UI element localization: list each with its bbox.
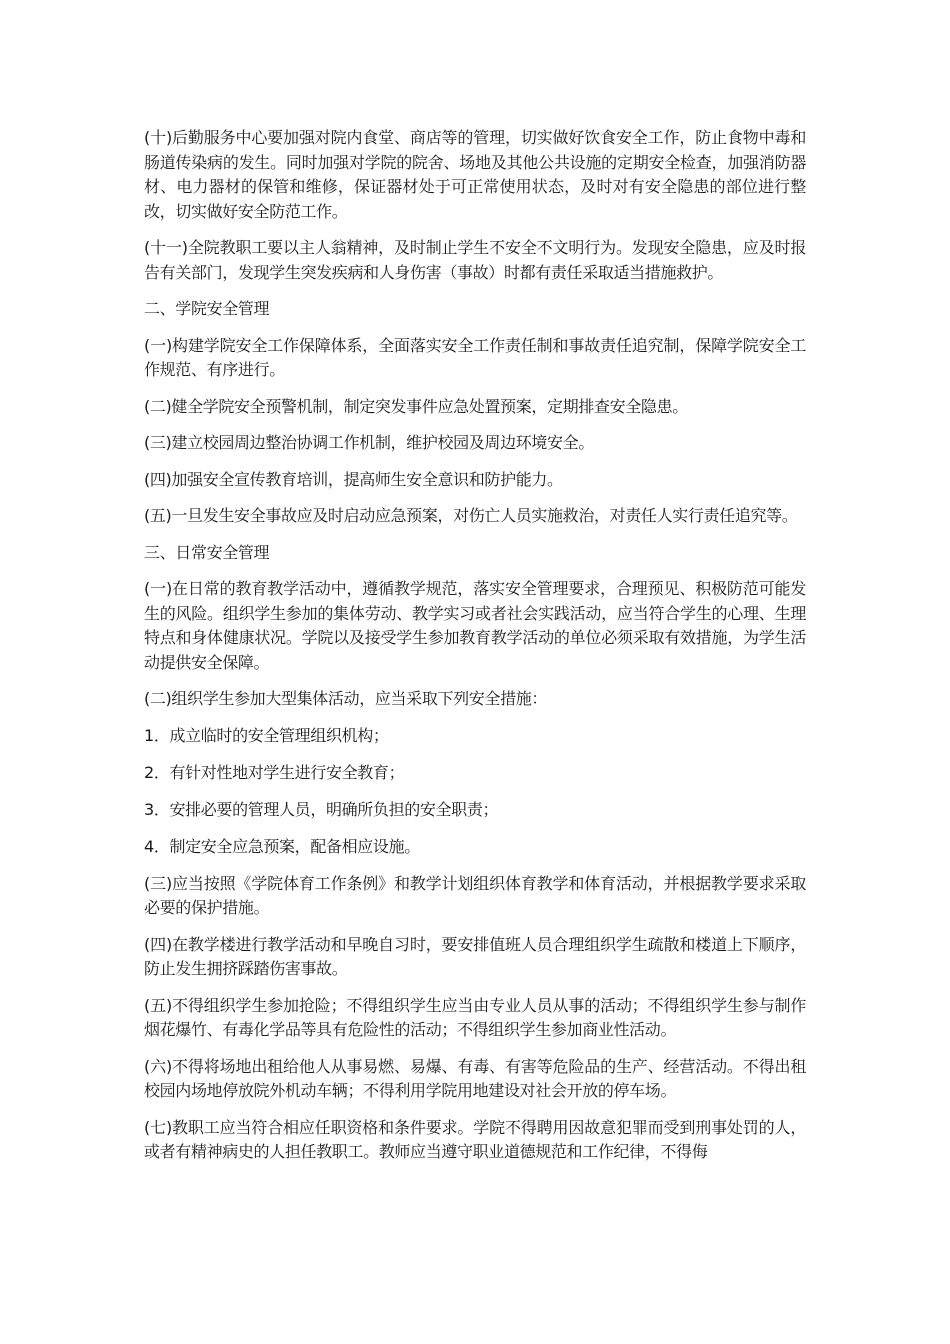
paragraph-physical-education: (三)应当按照《学院体育工作条例》和教学计划组织体育教学和体育活动，并根据教学要求采取必要的保护措施。 [144, 873, 806, 917]
list-item-4: 4．制定安全应急预案，配备相应设施。 [144, 836, 420, 856]
paragraph-safety-training: (四)加强安全宣传教育培训，提高师生安全意识和防护能力。 [144, 469, 563, 489]
paragraph-site-rental: (六)不得将场地出租给他人从事易燃、易爆、有毒、有害等危险品的生产、经营活动。不得出租校园内场地停放院外机动车辆；不得利用学院用地建设对社会开放的停车场。 [144, 1056, 806, 1100]
paragraph-prohibited-activities: (五)不得组织学生参加抢险；不得组织学生应当由专业人员从事的活动；不得组织学生参与制作烟花爆竹、有毒化学品等具有危险性的活动；不得组织学生参加商业性活动。 [144, 995, 806, 1039]
paragraph-safety-system: (一)构建学院安全工作保障体系，全面落实安全工作责任制和事故责任追究制，保障学院安全工作规范、有序进行。 [144, 335, 806, 379]
paragraph-large-activities: (二)组织学生参加大型集体活动，应当采取下列安全措施： [144, 689, 548, 708]
list-item-1: 1．成立临时的安全管理组织机构； [144, 725, 389, 745]
paragraph-all-staff: (十一)全院教职工要以主人翁精神，及时制止学生不安全不文明行为。发现安全隐患，应及时报告有关部门，发现学生突发疾病和人身伤害（事故）时都有责任采取适当措施救护。 [144, 238, 806, 282]
section-heading-daily-safety: 三、日常安全管理 [144, 542, 270, 562]
paragraph-staff-qualification: (七)教职工应当符合相应任职资格和条件要求。学院不得聘用因故意犯罪而受到刑事处罚的人，或者有精神病史的人担任教职工。教师应当遵守职业道德规范和工作纪律，不得侮 [144, 1117, 806, 1161]
list-item-3: 3．安排必要的管理人员，明确所负担的安全职责； [144, 799, 499, 819]
paragraph-emergency-plan: (五)一旦发生安全事故应及时启动应急预案，对伤亡人员实施救治，对责任人实行责任追究等。 [144, 506, 798, 525]
paragraph-campus-surroundings: (三)建立校园周边整治协调工作机制，维护校园及周边环境安全。 [144, 433, 594, 452]
list-item-2: 2．有针对性地对学生进行安全教育； [144, 762, 405, 782]
paragraph-logistics-center: (十)后勤服务中心要加强对院内食堂、商店等的管理，切实做好饮食安全工作，防止食物中毒和肠道传染病的发生。同时加强对学院的院舍、场地及其他公共设施的定期安全检查，加强消防器材、电力器材的保管和维修，保证器材处于可正常使用状态，及时对有安全隐患的部位进行整改，切实做好安全防范工作。 [144, 128, 806, 221]
document-page [144, 126, 806, 1177]
paragraph-daily-teaching: (一)在日常的教育教学活动中，遵循教学规范，落实安全管理要求，合理预见、积极防范可能发生的风险。组织学生参加的集体劳动、教学实习或者社会实践活动，应当符合学生的心理、生理特点和身体健康状况。学院以及接受学生参加教育教学活动的单位必须采取有效措施，为学生活动提供安全保障。 [144, 579, 806, 672]
section-heading-college-safety: 二、学院安全管理 [144, 299, 270, 318]
paragraph-early-warning: (二)健全学院安全预警机制，制定突发事件应急处置预案，定期排查安全隐患。 [144, 396, 688, 416]
paragraph-teaching-building: (四)在教学楼进行教学活动和早晚自习时，要安排值班人员合理组织学生疏散和楼道上下顺序，防止发生拥挤踩踏伤害事故。 [144, 934, 806, 978]
